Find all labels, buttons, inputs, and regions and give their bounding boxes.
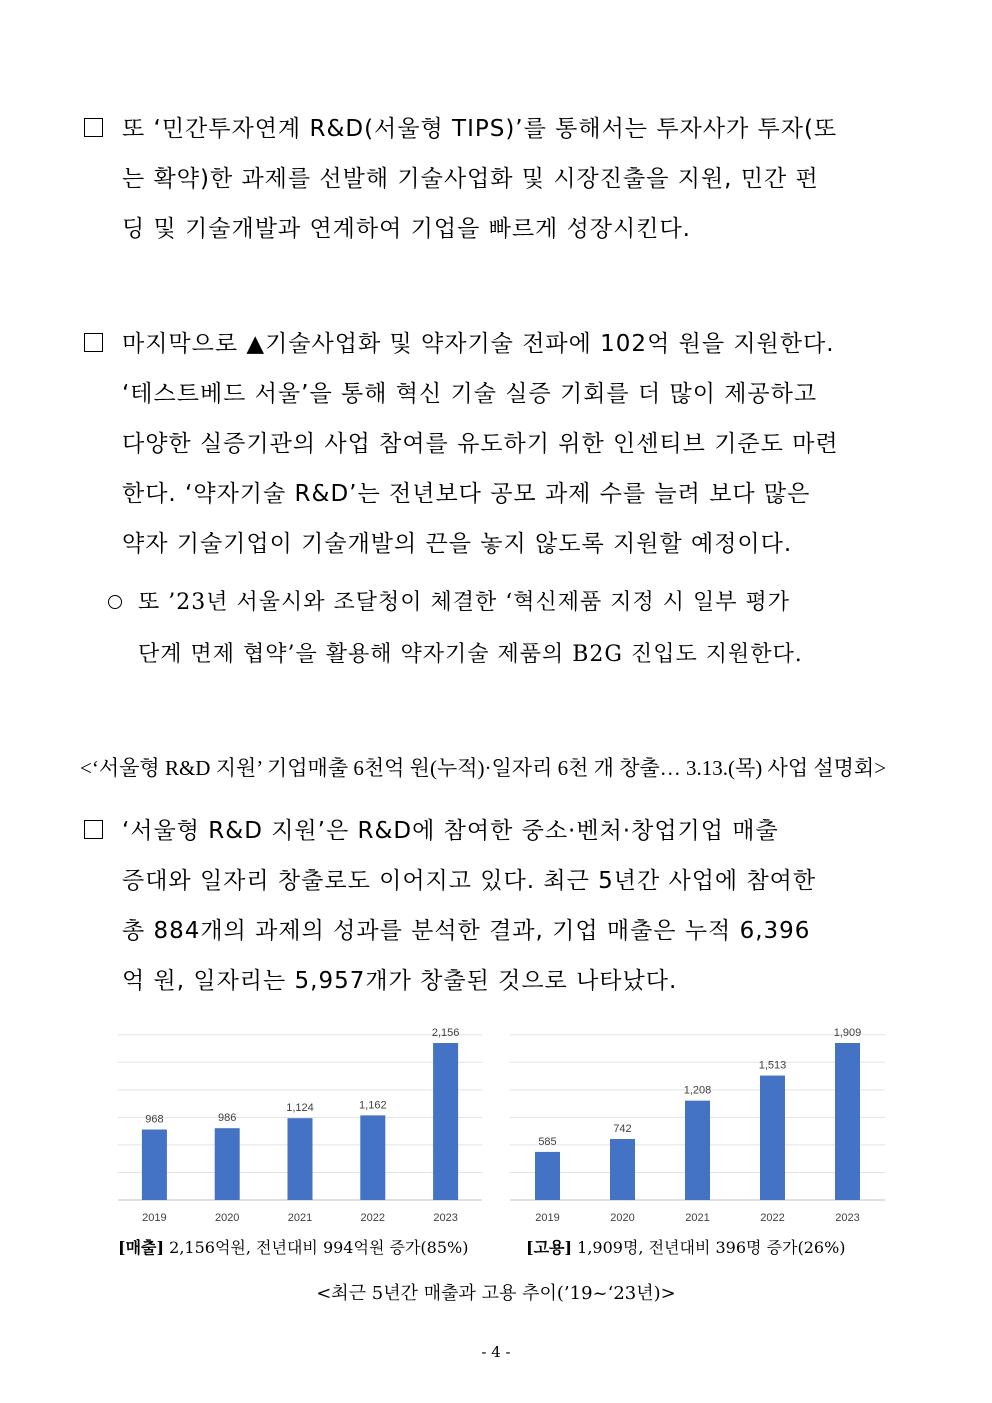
- chart-data-label: 742: [613, 1122, 632, 1135]
- page-number: - 4 -: [481, 1343, 511, 1361]
- sales-caption-label: [매출]: [118, 1238, 165, 1257]
- paragraph-performance: [84, 806, 914, 1006]
- employment-chart-svg: [505, 1025, 890, 1230]
- sub-point-b2g: [108, 577, 914, 681]
- paragraph-line: 총 884개의 과제의 성과를 분석한 결과, 기업 매출은 누적 6,396: [122, 918, 811, 944]
- paragraph-line: ‘서울형 R&D 지원’은 R&D에 참여한 중소·벤처·창업기업 매출: [122, 818, 779, 844]
- chart-bar: [835, 1043, 860, 1200]
- chart-x-tick-label: 2021: [685, 1212, 710, 1224]
- chart-x-tick-label: 2023: [835, 1212, 860, 1224]
- paragraph-line: 한다. ‘약자기술 R&D’는 전년보다 공모 과제 수를 늘려 보다 많은: [122, 481, 811, 507]
- chart-x-tick-label: 2020: [610, 1212, 635, 1224]
- paragraph-commercialization: [84, 319, 914, 569]
- chart-x-tick-label: 2019: [535, 1212, 560, 1224]
- paragraph-tips: [84, 104, 914, 254]
- chart-x-tick-label: 2022: [760, 1212, 785, 1224]
- paragraph-line: 증대와 일자리 창출로도 이어지고 있다. 최근 5년간 사업에 참여한: [122, 868, 817, 894]
- chart-bar: [685, 1101, 710, 1200]
- employment-chart: [505, 1025, 890, 1230]
- chart-data-label: 1,124: [286, 1102, 314, 1115]
- chart-data-label: 968: [145, 1113, 164, 1126]
- chart-x-tick-label: 2020: [214, 1212, 240, 1224]
- sales-caption: [118, 1235, 468, 1258]
- chart-data-label: 2,156: [431, 1027, 460, 1039]
- chart-x-tick-label: 2019: [142, 1212, 167, 1224]
- paragraph-line: 또 ‘민간투자연계 R&D(서울형 TIPS)’를 통해서는 투자사가 투자(또: [122, 116, 838, 142]
- chart-data-label: 585: [538, 1135, 557, 1148]
- chart-x-tick-label: 2021: [287, 1212, 313, 1224]
- paragraph-line: 약자 기술기업이 기술개발의 끈을 놓지 않도록 지원할 예정이다.: [122, 531, 793, 557]
- sales-chart: [110, 1025, 490, 1230]
- chart-data-label: 1,513: [758, 1059, 787, 1072]
- chart-data-label: 1,909: [833, 1027, 862, 1039]
- chart-bar: [288, 1118, 313, 1200]
- paragraph-line: ‘테스트베드 서울’을 통해 혁신 기술 실증 기회를 더 많이 제공하고: [122, 381, 818, 407]
- chart-data-label: 1,208: [683, 1084, 712, 1097]
- paragraph-line: 억 원, 일자리는 5,957개가 창출된 것으로 나타났다.: [122, 968, 678, 994]
- paragraph-line: 다양한 실증기관의 사업 참여를 유도하기 위한 인센티브 기준도 마련: [122, 431, 839, 457]
- chart-bar: [142, 1130, 167, 1200]
- employment-caption: [526, 1235, 846, 1258]
- chart-bar: [360, 1115, 385, 1200]
- sales-caption-text: 2,156억원, 전년대비 994억원 증가(85%): [164, 1238, 469, 1257]
- paragraph-line: 딩 및 기술개발과 연계하여 기업을 빠르게 성장시킨다.: [122, 216, 691, 242]
- chart-bar: [535, 1152, 560, 1200]
- chart-bar: [215, 1128, 240, 1200]
- sub-point-line: 단계 면제 협약’을 활용해 약자기술 제품의 B2G 진입도 지원한다.: [138, 642, 803, 667]
- chart-bar: [433, 1043, 458, 1200]
- paragraph-line: 마지막으로 ▲기술사업화 및 약자기술 전파에 102억 원을 지원한다.: [122, 331, 835, 357]
- chart-bar: [760, 1076, 785, 1200]
- paragraph-line: 는 확약)한 과제를 선발해 기술사업화 및 시장진출을 지원, 민간 펀: [122, 166, 819, 192]
- sub-point-line: 또 ’23년 서울시와 조달청이 체결한 ‘혁신제품 지정 시 일부 평가: [138, 590, 790, 615]
- employment-caption-label: [고용]: [526, 1238, 573, 1257]
- chart-data-label: 986: [218, 1112, 237, 1125]
- figure-caption: <최근 5년간 매출과 고용 추이(’19~‘23년)>: [316, 1283, 676, 1304]
- chart-data-label: 1,162: [359, 1099, 387, 1112]
- chart-x-tick-label: 2023: [433, 1212, 458, 1224]
- employment-caption-text: 1,909명, 전년대비 396명 증가(26%): [572, 1238, 846, 1257]
- sales-chart-svg: [110, 1025, 490, 1230]
- chart-x-tick-label: 2022: [360, 1212, 386, 1224]
- section-heading: <‘서울형 R&D 지원’ 기업매출 6천억 원(누적)·일자리 6천 개 창출… 3.13.(목) 사업 설명회>: [80, 756, 887, 780]
- chart-bar: [610, 1139, 635, 1200]
